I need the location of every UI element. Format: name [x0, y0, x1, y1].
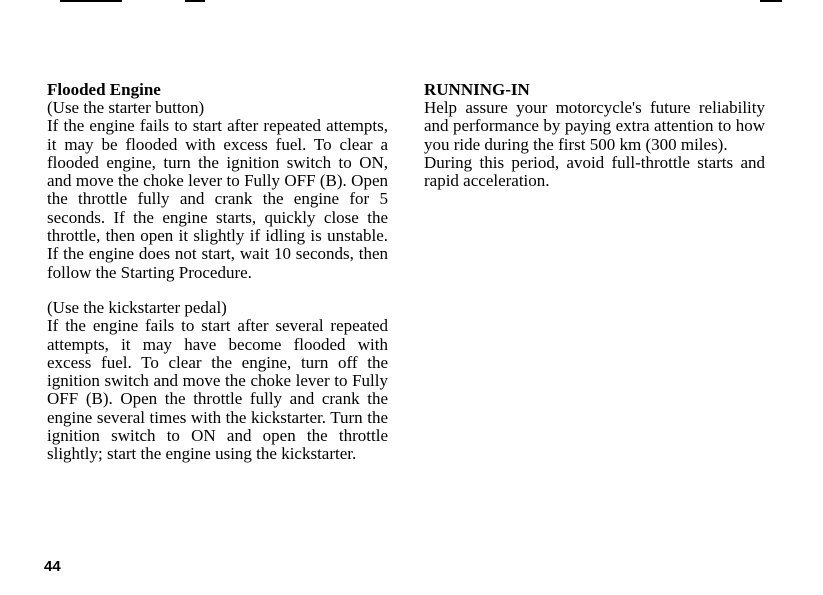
page-number: 44 [44, 558, 61, 575]
top-rule-left [60, 0, 122, 2]
top-rule-middle [185, 0, 205, 2]
running-in-heading: RUNNING-IN [424, 80, 530, 99]
kickstarter-paragraph: If the engine fails to start after several repeated attempts, it may have become flooded with excess fuel. To clear the engine, turn off the ignition switch and move the choke lever to Fully OFF (B). Open the throttle fully and crank the engine several times with the kickstarter. Turn the ignition switch to ON and open the throttle slightly; start the engine using the kickstarter. [47, 316, 388, 464]
flooded-engine-heading: Flooded Engine [47, 80, 161, 99]
paragraph-gap [47, 282, 388, 299]
kickstarter-note: (Use the kickstarter pedal) [47, 297, 227, 317]
starter-button-note: (Use the starter button) [47, 98, 205, 117]
running-in-paragraph-1: Help assure your motorcycle's future reliability and performance by paying extra attention to how you ride during the first 500 km (300 miles). [424, 98, 765, 154]
right-column [424, 80, 765, 190]
running-in-paragraph-2: During this period, avoid full-throttle starts and rapid acceleration. [424, 152, 765, 191]
top-rule-right [760, 0, 782, 2]
left-column [47, 80, 388, 464]
starter-button-paragraph: If the engine fails to start after repeated attempts, it may be flooded with excess fuel. To clear a flooded engine, turn the ignition switch to ON, and move the choke lever to Fully OFF (B). Open the throttle fully and crank the engine for 5 seconds. If the engine starts, quickly close the throttle, then open it slightly if idling is unstable. If the engine does not start, wait 10 seconds, then follow the Starting Procedure. [47, 116, 388, 282]
